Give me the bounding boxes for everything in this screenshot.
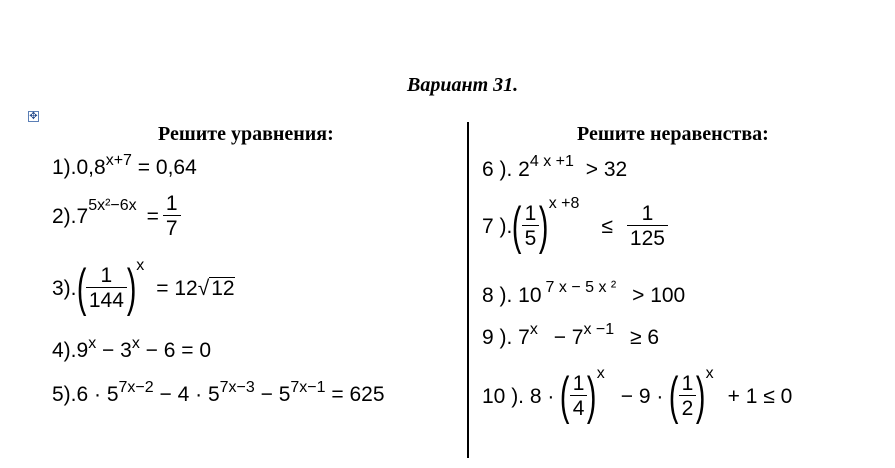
eq5-term3: − 5	[260, 383, 291, 406]
ineq10-rparen2: )	[696, 367, 706, 425]
equation-4	[52, 335, 212, 362]
ineq10-exp2: x	[705, 365, 714, 382]
eq3-rparen: )	[126, 259, 137, 317]
ineq9-term2: − 7	[553, 326, 584, 349]
ineq7-rhs-fraction	[627, 202, 668, 250]
eq3-exponent: x	[136, 257, 145, 274]
equation-3	[52, 257, 235, 317]
ineq10-fraction1	[570, 372, 588, 420]
eq4-term2: − 3	[102, 339, 132, 362]
ineq7-label: 7 ).	[482, 214, 513, 238]
eq2-numerator: 1	[165, 192, 178, 215]
eq1-exponent: x+7	[105, 152, 132, 169]
eq5-term2: − 4 · 5	[159, 383, 220, 406]
move-icon[interactable]: ✥	[29, 111, 38, 122]
sqrt-icon: √	[197, 276, 210, 300]
eq2-exponent: 5x²−6x	[88, 197, 137, 215]
ineq6-base: 6 ). 2	[482, 158, 530, 181]
equation-1	[52, 152, 197, 179]
inequality-6	[482, 153, 628, 181]
ineq10-lparen1: (	[560, 367, 570, 425]
ineq7-operator: ≤	[601, 214, 613, 238]
ineq7-rhs-numerator: 1	[641, 201, 654, 225]
ineq10-end: + 1 ≤ 0	[727, 384, 793, 408]
eq1-rhs: = 0,64	[137, 156, 197, 179]
eq4-exp1: x	[88, 335, 97, 352]
eq3-root: 12	[211, 277, 235, 300]
ineq9-term1: 9 ). 7	[482, 326, 530, 349]
eq5-exp2: 7x−3	[219, 379, 255, 396]
ineq10-lparen2: (	[669, 367, 679, 425]
eq3-numerator: 1	[100, 263, 113, 287]
eq3-rhs: = 12	[156, 276, 198, 300]
eq5-exp1: 7x−2	[118, 379, 154, 396]
ineq10-num1: 1	[572, 371, 585, 395]
eq2-eq: =	[146, 204, 159, 228]
ineq7-numerator: 1	[524, 201, 537, 225]
eq5-rhs: = 625	[331, 383, 385, 406]
eq1-base: 1).0,8	[52, 156, 106, 179]
page-title: Вариант 31.	[407, 74, 519, 96]
eq3-fraction	[86, 264, 127, 312]
ineq10-den1: 4	[570, 395, 588, 420]
ineq9-exp1: x	[529, 321, 538, 338]
eq3-label: 3).	[52, 276, 77, 300]
ineq8-rhs: > 100	[632, 284, 686, 307]
inequality-8	[482, 279, 686, 307]
ineq7-exponent: x +8	[548, 195, 580, 212]
equation-5	[52, 379, 385, 406]
eq4-term3: − 6 = 0	[145, 339, 212, 362]
ineq10-mid: − 9 ·	[620, 384, 664, 408]
ineq10-num2: 1	[681, 371, 694, 395]
ineq10-rparen1: )	[587, 367, 597, 425]
eq3-denominator: 144	[86, 287, 127, 312]
inequality-10	[482, 365, 793, 425]
eq4-exp2: x	[131, 335, 140, 352]
ineq6-exponent: 4 x +1	[529, 153, 574, 170]
ineq7-fraction	[522, 202, 540, 250]
inequality-7	[482, 195, 668, 255]
right-heading: Решите неравенства:	[577, 123, 769, 145]
ineq10-exp1: x	[596, 365, 605, 382]
ineq8-exponent: 7 x − 5 x ²	[545, 279, 617, 296]
ineq7-rparen: )	[539, 197, 549, 255]
eq2-fraction	[163, 192, 181, 240]
ineq7-rhs-denominator: 125	[627, 225, 668, 250]
eq3-lparen: (	[76, 259, 86, 317]
ineq10-den2: 2	[679, 395, 697, 420]
left-heading: Решите уравнения:	[158, 123, 334, 145]
eq2-base: 2).7	[52, 204, 89, 228]
eq2-denominator: 7	[163, 215, 181, 240]
ineq6-rhs: > 32	[585, 158, 628, 181]
ineq9-rhs: ≥ 6	[630, 326, 660, 349]
eq5-term1: 5).6 · 5	[52, 383, 119, 406]
equation-2	[52, 192, 181, 240]
ineq10-label: 10 ). 8 ·	[482, 384, 555, 408]
eq5-exp3: 7x−1	[290, 379, 326, 396]
column-divider	[467, 122, 469, 458]
ineq9-exp2: x −1	[583, 321, 615, 338]
eq4-term1: 4).9	[52, 339, 89, 362]
ineq8-base: 8 ). 10	[482, 284, 542, 307]
inequality-9	[482, 321, 660, 349]
ineq7-lparen: (	[512, 197, 522, 255]
ineq7-denominator: 5	[522, 225, 540, 250]
ineq10-fraction2	[679, 372, 697, 420]
